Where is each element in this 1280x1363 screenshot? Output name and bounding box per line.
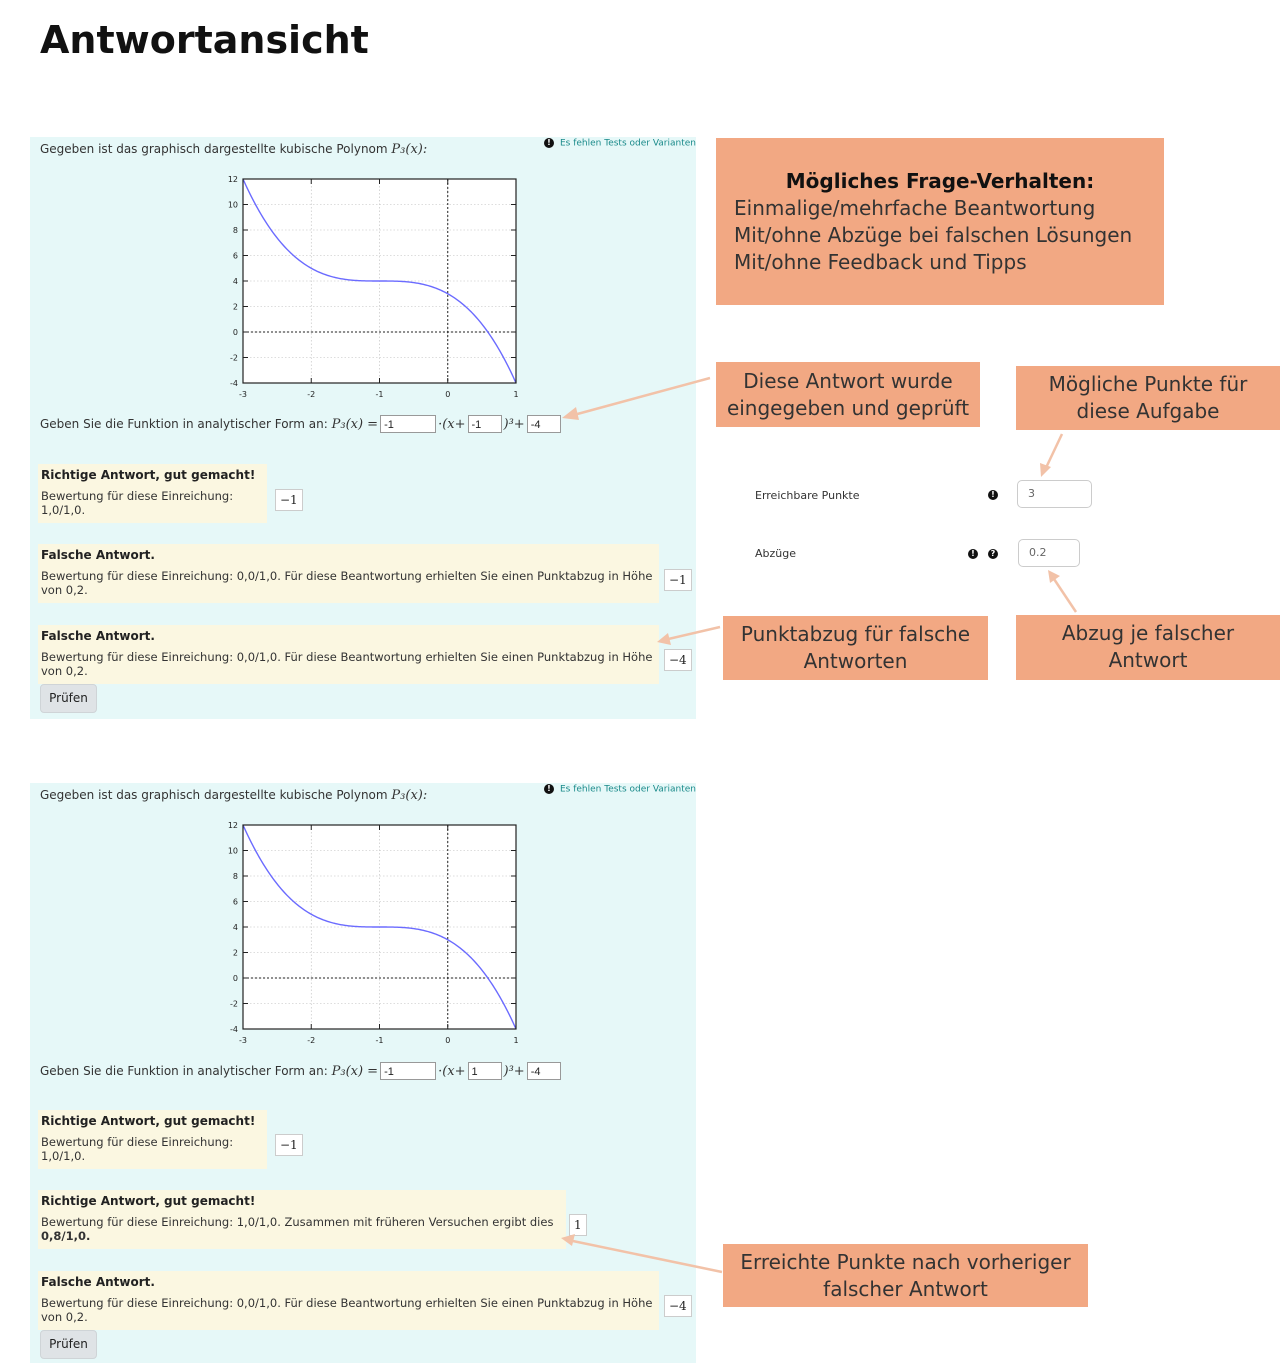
deductions-input[interactable]: 0.2 (1018, 539, 1080, 567)
y-tick-label: 12 (227, 175, 238, 184)
reachable-points-label: Erreichbare Punkte (755, 489, 860, 502)
cubic-plot (225, 171, 555, 403)
check-button[interactable]: Prüfen (40, 1330, 97, 1359)
x-tick-label: 1 (513, 390, 519, 399)
feedback-box: Falsche Antwort. Bewertung für diese Einreichung: 0,0/1,0. Für diese Beantwortung erhielten Sie einen Punktabzug in Höhe von 0,2. (38, 1271, 659, 1330)
question-panel-2 (30, 783, 696, 1363)
mark-box: −1 (664, 569, 692, 591)
warning-link[interactable]: ! Es fehlen Tests oder Varianten (544, 784, 696, 795)
x-tick-label: 1 (513, 1036, 519, 1045)
feedback-box: Richtige Antwort, gut gemacht! Bewertung für diese Einreichung: 1,0/1,0. Zusammen mit früheren Versuchen ergibt dies 0,8/1,0. (38, 1190, 566, 1249)
feedback-box: Falsche Antwort. Bewertung für diese Einreichung: 0,0/1,0. Für diese Beantwortung erhielten Sie einen Punktabzug in Höhe von 0,2. (38, 544, 659, 603)
mark-box: 1 (569, 1214, 587, 1236)
y-tick-label: 2 (232, 948, 238, 958)
constant-input[interactable]: -4 (527, 1062, 561, 1080)
coefficient-a-input[interactable]: -1 (380, 415, 436, 433)
answer-row: Geben Sie die Funktion in analytischer Form an: P₃(x) = -1 ·(x+ -1 )³+ -4 (40, 415, 563, 433)
y-tick-label: -2 (230, 353, 238, 363)
y-tick-label: 4 (232, 277, 238, 286)
feedback-box: Richtige Antwort, gut gemacht! Bewertung für diese Einreichung: 1,0/1,0. (38, 464, 267, 523)
y-tick-label: 0 (232, 328, 238, 337)
behavior-callout: Mögliches Frage-Verhalten: Einmalige/mehrfache Beantwortung Mit/ohne Abzüge bei falschen Lösungen Mit/ohne Feedback und Tipps (716, 138, 1164, 305)
penalty-callout: Punktabzug für falsche Antworten (723, 616, 988, 680)
mark-box: −4 (664, 1295, 692, 1317)
x-tick-label: -1 (375, 1036, 384, 1045)
y-tick-label: 10 (227, 200, 238, 210)
shift-input[interactable]: -1 (468, 415, 502, 433)
y-tick-label: 8 (232, 872, 238, 881)
x-tick-label: -2 (307, 1036, 316, 1045)
y-tick-label: 6 (232, 251, 238, 261)
warning-link[interactable]: ! Es fehlen Tests oder Varianten (544, 138, 696, 149)
x-tick-label: 0 (445, 390, 451, 399)
exclamation-icon: ! (544, 138, 554, 148)
question-intro: Gegeben ist das graphisch dargestellte kubische Polynom P₃(x): (40, 142, 428, 157)
question-panel-1 (30, 137, 696, 719)
mark-box: −1 (275, 1134, 303, 1156)
y-tick-label: -4 (230, 379, 238, 388)
exclamation-icon: ! (988, 490, 998, 500)
y-tick-label: 0 (232, 974, 238, 983)
arrowhead (1040, 463, 1051, 477)
arrowhead (1048, 570, 1060, 583)
mark-box: −1 (275, 489, 303, 511)
mark-box: −4 (664, 649, 692, 671)
x-tick-label: -2 (307, 390, 316, 399)
entered-callout: Diese Antwort wurde eingegeben und geprüft (716, 362, 980, 427)
constant-input[interactable]: -4 (527, 415, 561, 433)
y-tick-label: 12 (227, 821, 238, 830)
coefficient-a-input[interactable]: -1 (380, 1062, 436, 1080)
earned-points-callout: Erreichte Punkte nach vorheriger falscher Antwort (723, 1244, 1088, 1307)
help-icon[interactable]: ? (988, 549, 998, 559)
shift-input[interactable]: 1 (468, 1062, 502, 1080)
deduction-callout: Abzug je falscher Antwort (1016, 615, 1280, 680)
y-tick-label: -4 (230, 1025, 238, 1034)
possible-points-callout: Mögliche Punkte für diese Aufgabe (1016, 366, 1280, 430)
question-intro: Gegeben ist das graphisch dargestellte kubische Polynom P₃(x): (40, 788, 428, 803)
x-tick-label: 0 (445, 1036, 451, 1045)
x-tick-label: -3 (239, 1036, 247, 1045)
y-tick-label: 2 (232, 302, 238, 312)
x-tick-label: -1 (375, 390, 384, 399)
arrow-possible-points (1044, 434, 1062, 472)
exclamation-icon: ! (544, 784, 554, 794)
y-tick-label: 8 (232, 226, 238, 235)
arrow-deduction (1052, 576, 1076, 612)
y-tick-label: 10 (227, 846, 238, 856)
feedback-box: Falsche Antwort. Bewertung für diese Einreichung: 0,0/1,0. Für diese Beantwortung erhielten Sie einen Punktabzug in Höhe von 0,2. (38, 625, 659, 684)
cubic-plot (225, 817, 555, 1049)
reachable-points-input[interactable]: 3 (1017, 480, 1092, 508)
page-title: Antwortansicht (40, 18, 369, 62)
exclamation-icon: ! (968, 549, 978, 559)
y-tick-label: 4 (232, 923, 238, 932)
feedback-box: Richtige Antwort, gut gemacht! Bewertung für diese Einreichung: 1,0/1,0. (38, 1110, 267, 1169)
answer-row: Geben Sie die Funktion in analytischer Form an: P₃(x) = -1 ·(x+ 1 )³+ -4 (40, 1062, 563, 1080)
check-button[interactable]: Prüfen (40, 684, 97, 713)
x-tick-label: -3 (239, 390, 247, 399)
deductions-label: Abzüge (755, 547, 797, 560)
y-tick-label: 6 (232, 897, 238, 907)
y-tick-label: -2 (230, 999, 238, 1009)
